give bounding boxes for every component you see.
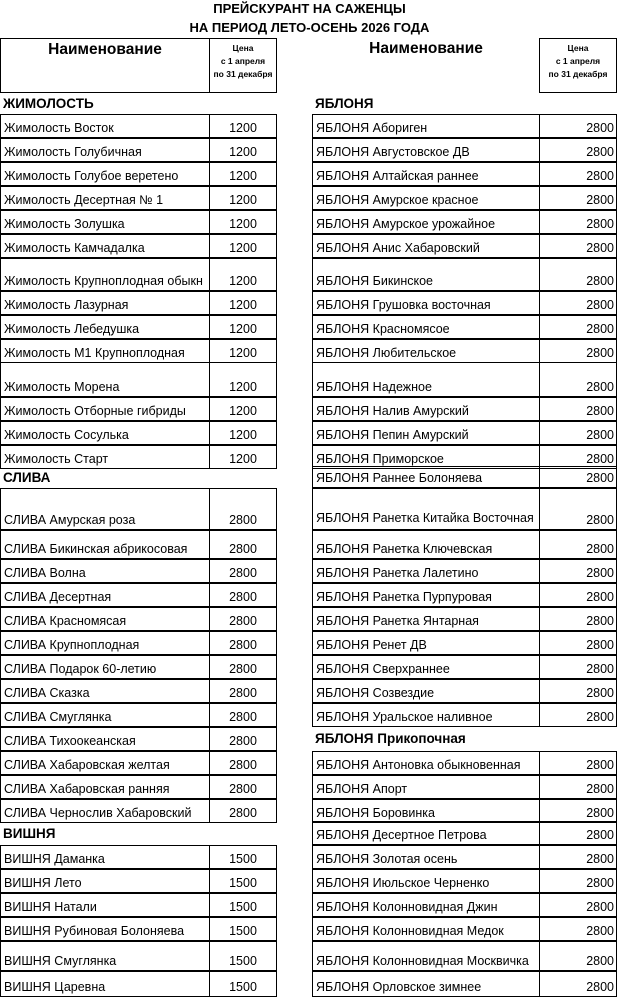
list-item-name: ЯБЛОНЯ Августовское ДВ <box>312 138 540 162</box>
list-item-price: 2800 <box>209 799 277 823</box>
list-item-price: 2800 <box>209 583 277 607</box>
list-item-price: 1200 <box>209 114 277 138</box>
list-item-name: ВИШНЯ Натали <box>0 893 210 917</box>
list-item-price: 1200 <box>209 210 277 234</box>
list-item-name: ЯБЛОНЯ Ранетка Китайка Восточная <box>312 488 540 530</box>
list-item-price: 1200 <box>209 421 277 445</box>
list-item-name: СЛИВА Бикинская абрикосовая <box>0 530 210 559</box>
list-item-price: 2800 <box>539 258 617 291</box>
list-item-price: 2800 <box>209 727 277 751</box>
list-item-price: 1500 <box>209 893 277 917</box>
list-item-price: 1500 <box>209 971 277 997</box>
list-item-name: СЛИВА Волна <box>0 559 210 583</box>
list-item-name: Жимолость Голубичная <box>0 138 210 162</box>
list-item-price: 2800 <box>539 971 617 997</box>
list-item-name: ЯБЛОНЯ Пепин Амурский <box>312 421 540 445</box>
price-label-2: с 1 апреля <box>220 56 266 66</box>
list-item-price: 2800 <box>539 751 617 775</box>
list-item-price: 2800 <box>539 583 617 607</box>
list-item-price: 1200 <box>209 162 277 186</box>
list-item-price: 1200 <box>209 362 277 397</box>
list-item-name: Жимолость М1 Крупноплодная <box>0 339 210 363</box>
list-item-price: 2800 <box>209 631 277 655</box>
list-item-price: 1200 <box>209 445 277 469</box>
list-item-price: 2800 <box>539 917 617 941</box>
list-item-price: 1200 <box>209 291 277 315</box>
list-item-name: Жимолость Отборные гибриды <box>0 397 210 421</box>
list-item-price: 2800 <box>539 466 617 488</box>
list-item-name: ЯБЛОНЯ Красномясое <box>312 315 540 339</box>
list-item-price: 2800 <box>539 234 617 258</box>
section-heading: ЯБЛОНЯ <box>315 96 374 111</box>
list-item-name: СЛИВА Красномясая <box>0 607 210 631</box>
list-item-name: ЯБЛОНЯ Уральское наливное <box>312 703 540 727</box>
list-item-name: ЯБЛОНЯ Орловское зимнее <box>312 971 540 997</box>
list-item-name: ЯБЛОНЯ Ранетка Пурпуровая <box>312 583 540 607</box>
list-item-price: 2800 <box>539 799 617 823</box>
price-label-3: по 31 декабря <box>213 69 273 79</box>
list-item-price: 2800 <box>539 421 617 445</box>
list-item-name: ЯБЛОНЯ Ранетка Ключевская <box>312 530 540 559</box>
list-item-name: СЛИВА Чернослив Хабаровский <box>0 799 210 823</box>
list-item-name: ЯБЛОНЯ Амурское урожайное <box>312 210 540 234</box>
list-item-price: 1500 <box>209 941 277 971</box>
list-item-name: СЛИВА Амурская роза <box>0 488 210 530</box>
list-item-price: 2800 <box>209 751 277 775</box>
list-item-name: ЯБЛОНЯ Надежное <box>312 362 540 397</box>
list-item-name: ЯБЛОНЯ Колонновидная Джин <box>312 893 540 917</box>
list-item-price: 2800 <box>209 703 277 727</box>
list-item-name: ЯБЛОНЯ Налив Амурский <box>312 397 540 421</box>
list-item-name: ЯБЛОНЯ Ранетка Лалетино <box>312 559 540 583</box>
list-item-name: Жимолость Лебедушка <box>0 315 210 339</box>
list-item-price: 2800 <box>539 488 617 530</box>
list-item-name: ЯБЛОНЯ Апорт <box>312 775 540 799</box>
list-item-name: ЯБЛОНЯ Амурское красное <box>312 186 540 210</box>
list-item-name: ЯБЛОНЯ Алтайская раннее <box>312 162 540 186</box>
list-item-name: Жимолость Старт <box>0 445 210 469</box>
list-item-price: 2800 <box>209 488 277 530</box>
list-item-price: 2800 <box>539 631 617 655</box>
header-name-label: Наименование <box>48 41 162 58</box>
list-item-name: СЛИВА Хабаровская желтая <box>0 751 210 775</box>
right-header-name <box>312 38 540 93</box>
left-header-name <box>0 38 210 93</box>
list-item-price: 1500 <box>209 869 277 893</box>
list-item-name: ВИШНЯ Даманка <box>0 845 210 869</box>
list-item-price: 2800 <box>209 559 277 583</box>
list-item-price: 2800 <box>539 655 617 679</box>
list-item-price: 2800 <box>539 703 617 727</box>
list-item-price: 1500 <box>209 845 277 869</box>
list-item-name: СЛИВА Сказка <box>0 679 210 703</box>
list-item-price: 2800 <box>539 210 617 234</box>
list-item-price: 2800 <box>209 655 277 679</box>
list-item-price: 2800 <box>539 339 617 363</box>
list-item-price: 2800 <box>539 114 617 138</box>
list-item-name: ВИШНЯ Царевна <box>0 971 210 997</box>
list-item-price: 2800 <box>539 893 617 917</box>
list-item-price: 2800 <box>539 162 617 186</box>
list-item-price: 1200 <box>209 138 277 162</box>
list-item-price: 2800 <box>539 679 617 703</box>
list-item-name: ЯБЛОНЯ Колонновидная Москвичка <box>312 941 540 971</box>
list-item-name: ЯБЛОНЯ Десертное Петрова <box>312 821 540 845</box>
list-item-price: 2800 <box>539 821 617 845</box>
list-item-name: СЛИВА Хабаровская ранняя <box>0 775 210 799</box>
header-name-label: Наименование <box>369 40 483 57</box>
list-item-price: 2800 <box>539 775 617 799</box>
list-item-price: 1200 <box>209 315 277 339</box>
section-heading: ЯБЛОНЯ Прикопочная <box>315 731 466 746</box>
list-item-name: Жимолость Морена <box>0 362 210 397</box>
list-item-price: 2800 <box>209 679 277 703</box>
price-label-3: по 31 декабря <box>548 69 608 79</box>
list-item-price: 2800 <box>539 138 617 162</box>
left-header-price <box>209 38 277 93</box>
page-subtitle: НА ПЕРИОД ЛЕТО-ОСЕНЬ 2026 ГОДА <box>189 20 430 35</box>
list-item-name: ЯБЛОНЯ Грушовка восточная <box>312 291 540 315</box>
list-item-price: 2800 <box>539 445 617 469</box>
list-item-price: 2800 <box>209 530 277 559</box>
list-item-price: 1500 <box>209 917 277 941</box>
list-item-name: ЯБЛОНЯ Ранетка Янтарная <box>312 607 540 631</box>
list-item-price: 1200 <box>209 397 277 421</box>
list-item-name: ЯБЛОНЯ Июльское Черненко <box>312 869 540 893</box>
section-heading: ВИШНЯ <box>3 826 56 841</box>
section-heading: ЖИМОЛОСТЬ <box>3 96 94 111</box>
list-item-name: СЛИВА Подарок 60-летию <box>0 655 210 679</box>
page-title: ПРЕЙСКУРАНТ НА САЖЕНЦЫ <box>213 1 406 16</box>
list-item-name: Жимолость Крупноплодная обыкн <box>0 258 210 291</box>
section-heading: СЛИВА <box>3 470 51 485</box>
price-label-2: с 1 апреля <box>555 56 601 66</box>
list-item-name: СЛИВА Тихоокеанская <box>0 727 210 751</box>
list-item-price: 2800 <box>209 607 277 631</box>
list-item-price: 2800 <box>539 607 617 631</box>
list-item-name: Жимолость Камчадалка <box>0 234 210 258</box>
right-header-price <box>539 38 617 93</box>
list-item-name: ЯБЛОНЯ Приморское <box>312 445 540 469</box>
price-label-1: Цена <box>567 43 589 53</box>
list-item-name: ЯБЛОНЯ Сверхраннее <box>312 655 540 679</box>
list-item-name: ВИШНЯ Рубиновая Болоняева <box>0 917 210 941</box>
list-item-name: ЯБЛОНЯ Анис Хабаровский <box>312 234 540 258</box>
list-item-name: ЯБЛОНЯ Колонновидная Медок <box>312 917 540 941</box>
list-item-name: ВИШНЯ Смуглянка <box>0 941 210 971</box>
list-item-price: 2800 <box>539 362 617 397</box>
list-item-price: 2800 <box>539 530 617 559</box>
list-item-name: ЯБЛОНЯ Абориген <box>312 114 540 138</box>
list-item-name: ЯБЛОНЯ Золотая осень <box>312 845 540 869</box>
list-item-name: Жимолость Золушка <box>0 210 210 234</box>
list-item-name: СЛИВА Десертная <box>0 583 210 607</box>
list-item-name: Жимолость Восток <box>0 114 210 138</box>
list-item-price: 2800 <box>539 315 617 339</box>
list-item-name: СЛИВА Крупноплодная <box>0 631 210 655</box>
list-item-price: 1200 <box>209 234 277 258</box>
list-item-price: 1200 <box>209 258 277 291</box>
list-item-name: ВИШНЯ Лето <box>0 869 210 893</box>
list-item-name: СЛИВА Смуглянка <box>0 703 210 727</box>
list-item-price: 2800 <box>539 397 617 421</box>
list-item-price: 2800 <box>539 559 617 583</box>
list-item-name: Жимолость Голубое веретено <box>0 162 210 186</box>
list-item-name: Жимолость Сосулька <box>0 421 210 445</box>
list-item-price: 2800 <box>539 186 617 210</box>
list-item-name: ЯБЛОНЯ Антоновка обыкновенная <box>312 751 540 775</box>
list-item-name: Жимолость Десертная № 1 <box>0 186 210 210</box>
list-item-name: ЯБЛОНЯ Созвездие <box>312 679 540 703</box>
list-item-price: 2800 <box>539 941 617 971</box>
list-item-price: 2800 <box>539 869 617 893</box>
list-item-price: 2800 <box>539 291 617 315</box>
list-item-price: 1200 <box>209 339 277 363</box>
list-item-name: Жимолость Лазурная <box>0 291 210 315</box>
list-item-name: ЯБЛОНЯ Боровинка <box>312 799 540 823</box>
list-item-name: ЯБЛОНЯ Раннее Болоняева <box>312 466 540 488</box>
list-item-name: ЯБЛОНЯ Ренет ДВ <box>312 631 540 655</box>
list-item-price: 1200 <box>209 186 277 210</box>
list-item-name: ЯБЛОНЯ Любительское <box>312 339 540 363</box>
list-item-price: 2800 <box>539 845 617 869</box>
price-label-1: Цена <box>232 43 254 53</box>
list-item-name: ЯБЛОНЯ Бикинское <box>312 258 540 291</box>
list-item-price: 2800 <box>209 775 277 799</box>
